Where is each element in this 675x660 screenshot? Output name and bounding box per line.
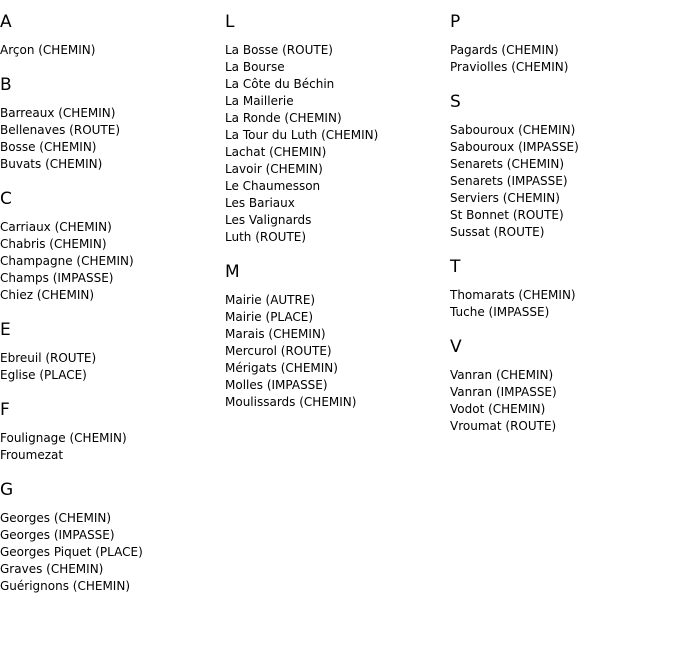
street-list (0, 350, 225, 384)
section-letter-heading: B (0, 75, 12, 95)
letter-section (0, 464, 225, 595)
street-link[interactable]: La Bourse (225, 60, 285, 74)
letter-section (0, 304, 225, 384)
letter-section (450, 241, 675, 321)
street-link[interactable]: Carriaux (CHEMIN) (0, 220, 112, 234)
street-link[interactable]: Mairie (PLACE) (225, 310, 314, 324)
street-link[interactable]: Georges (CHEMIN) (0, 511, 112, 525)
section-letter-heading: F (0, 400, 10, 420)
street-link[interactable]: Mercurol (ROUTE) (225, 344, 332, 358)
column-2 (225, 0, 450, 411)
street-link[interactable]: Vanran (CHEMIN) (450, 368, 554, 382)
street-list (225, 292, 450, 411)
street-link[interactable]: Eglise (PLACE) (0, 368, 87, 382)
street-link[interactable]: Pagards (CHEMIN) (450, 43, 559, 57)
street-link[interactable]: Sabouroux (CHEMIN) (450, 123, 576, 137)
street-link[interactable]: Graves (CHEMIN) (0, 562, 104, 576)
letter-section (450, 76, 675, 241)
street-link[interactable]: Ebreuil (ROUTE) (0, 351, 97, 365)
section-letter-heading: V (450, 337, 462, 357)
street-link[interactable]: Molles (IMPASSE) (225, 378, 328, 392)
section-letter-heading: E (0, 320, 11, 340)
section-letter-heading: S (450, 92, 461, 112)
street-link[interactable]: Tuche (IMPASSE) (450, 305, 550, 319)
street-link[interactable]: Champagne (CHEMIN) (0, 254, 134, 268)
street-link[interactable]: Sussat (ROUTE) (450, 225, 545, 239)
street-link[interactable]: Moulissards (CHEMIN) (225, 395, 357, 409)
street-link[interactable]: Buvats (CHEMIN) (0, 157, 103, 171)
street-link[interactable]: Sabouroux (IMPASSE) (450, 140, 579, 154)
street-list (450, 122, 675, 241)
section-letter-heading: T (450, 257, 461, 277)
letter-section (225, 0, 450, 246)
street-link[interactable]: Mairie (AUTRE) (225, 293, 316, 307)
street-link[interactable]: Senarets (CHEMIN) (450, 157, 564, 171)
street-link[interactable]: Praviolles (CHEMIN) (450, 60, 569, 74)
street-link[interactable]: Georges (IMPASSE) (0, 528, 115, 542)
letter-section (0, 173, 225, 304)
street-link[interactable]: La Bosse (ROUTE) (225, 43, 333, 57)
street-link[interactable]: La Ronde (CHEMIN) (225, 111, 342, 125)
street-link[interactable]: Les Valignards (225, 213, 312, 227)
section-letter-heading: A (0, 12, 12, 32)
street-link[interactable]: St Bonnet (ROUTE) (450, 208, 564, 222)
street-link[interactable]: Senarets (IMPASSE) (450, 174, 568, 188)
street-link[interactable]: Foulignage (CHEMIN) (0, 431, 127, 445)
street-list (0, 42, 225, 59)
letter-section (0, 59, 225, 173)
street-link[interactable]: Thomarats (CHEMIN) (450, 288, 576, 302)
street-list (0, 430, 225, 464)
section-letter-heading: P (450, 12, 461, 32)
street-link[interactable]: La Côte du Béchin (225, 77, 335, 91)
street-link[interactable]: Mérigats (CHEMIN) (225, 361, 338, 375)
street-list (0, 510, 225, 595)
street-link[interactable]: Les Bariaux (225, 196, 295, 210)
street-link[interactable]: Lavoir (CHEMIN) (225, 162, 323, 176)
letter-section (0, 384, 225, 464)
street-link[interactable]: Arçon (CHEMIN) (0, 43, 96, 57)
column-1 (0, 0, 225, 595)
letter-section (450, 0, 675, 76)
street-link[interactable]: Chiez (CHEMIN) (0, 288, 95, 302)
street-link[interactable]: Guérignons (CHEMIN) (0, 579, 131, 593)
street-link[interactable]: Bellenaves (ROUTE) (0, 123, 121, 137)
street-link[interactable]: Vanran (IMPASSE) (450, 385, 557, 399)
street-link[interactable]: Champs (IMPASSE) (0, 271, 114, 285)
street-link[interactable]: Lachat (CHEMIN) (225, 145, 327, 159)
street-link[interactable]: La Maillerie (225, 94, 294, 108)
street-link[interactable]: Froumezat (0, 448, 64, 462)
street-link[interactable]: La Tour du Luth (CHEMIN) (225, 128, 379, 142)
street-link[interactable]: Bosse (CHEMIN) (0, 140, 97, 154)
section-letter-heading: L (225, 12, 235, 32)
letter-section (450, 321, 675, 435)
street-link[interactable]: Georges Piquet (PLACE) (0, 545, 143, 559)
street-link[interactable]: Barreaux (CHEMIN) (0, 106, 116, 120)
section-letter-heading: C (0, 189, 12, 209)
street-list (225, 42, 450, 246)
street-list (450, 287, 675, 321)
street-link[interactable]: Vodot (CHEMIN) (450, 402, 546, 416)
section-letter-heading: G (0, 480, 14, 500)
letter-section (225, 246, 450, 411)
section-letter-heading: M (225, 262, 240, 282)
letter-section (0, 0, 225, 59)
street-link[interactable]: Marais (CHEMIN) (225, 327, 326, 341)
street-link[interactable]: Vroumat (ROUTE) (450, 419, 557, 433)
street-link[interactable]: Chabris (CHEMIN) (0, 237, 107, 251)
street-link[interactable]: Le Chaumesson (225, 179, 321, 193)
street-list (0, 219, 225, 304)
street-link[interactable]: Luth (ROUTE) (225, 230, 307, 244)
street-list (0, 105, 225, 173)
column-3 (450, 0, 675, 435)
street-list (450, 42, 675, 76)
street-list (450, 367, 675, 435)
street-link[interactable]: Serviers (CHEMIN) (450, 191, 560, 205)
